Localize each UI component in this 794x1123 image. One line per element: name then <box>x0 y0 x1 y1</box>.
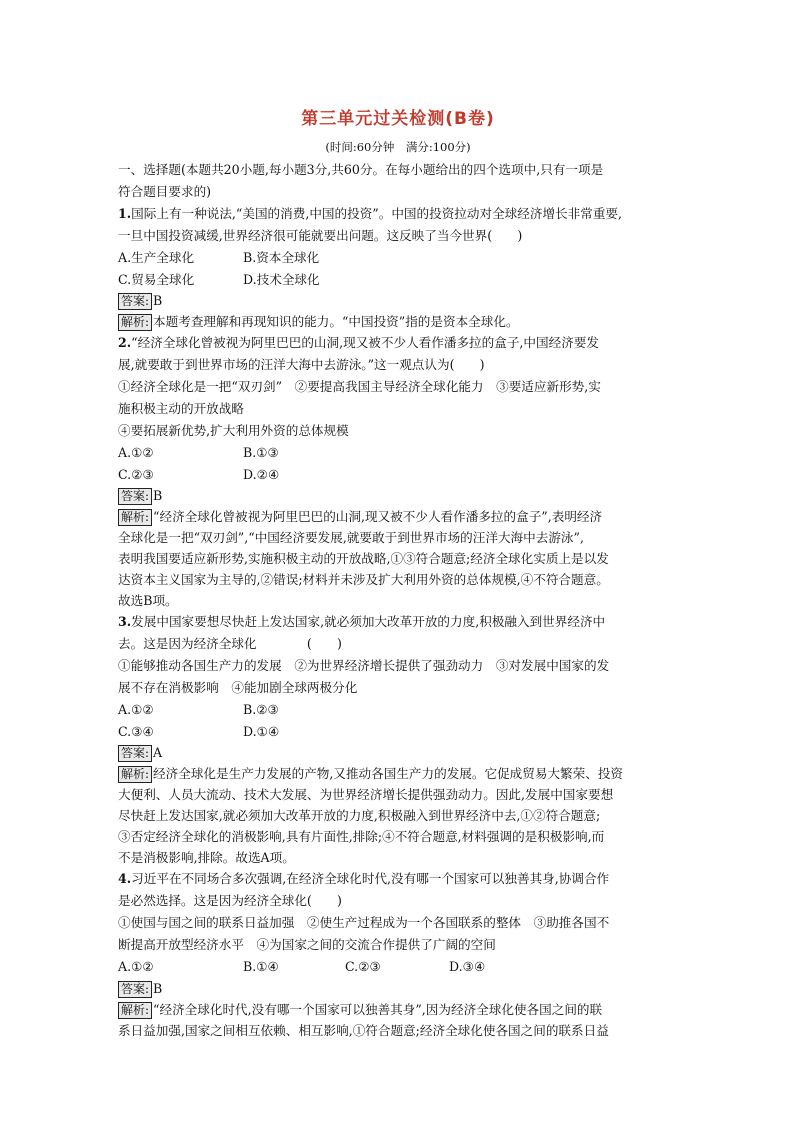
analysis-text: 表明我国要适应新形势,实施积极主动的开放战略,①③符合题意;经济全球化实质上是以发 <box>118 551 609 566</box>
analysis-text: 达资本主义国家为主导的,②错误;材料并未涉及扩大利用外资的总体规模,④不符合题意。 <box>118 572 609 587</box>
analysis-text: “经济全球化曾被视为阿里巴巴的山洞,现又被不少人看作潘多拉的盒子”,表明经济 <box>153 509 603 524</box>
statement-line: 断提高开放型经济水平 ④为国家之间的交流合作提供了广阔的空间 <box>118 937 496 952</box>
option-b: B.②③ <box>243 702 279 717</box>
option-b: B.①④ <box>243 959 279 974</box>
question-stem: “经济全球化曾被视为阿里巴巴的山洞,现又被不少人看作潘多拉的盒子,中国经济要发 <box>131 335 599 350</box>
statement-line: ④要拓展新优势,扩大利用外资的总体规模 <box>118 423 349 438</box>
option-d: D.技术全球化 <box>243 271 320 287</box>
option-d: D.③④ <box>449 959 486 974</box>
option-a: A.①② <box>118 959 154 974</box>
options-row <box>118 247 678 269</box>
options-row <box>118 464 678 486</box>
question-stem-cont: 是必然选择。这是因为经济全球化( ) <box>118 893 342 908</box>
statement-line: ①能够推动各国生产力的发展 ②为世界经济增长提供了强劲动力 ③对发展中国家的发 <box>118 658 610 673</box>
option-a: A.①② <box>118 702 154 717</box>
answer-tag: 答案: <box>118 293 152 310</box>
question-number: 1. <box>118 206 132 221</box>
option-c: C.②③ <box>345 959 381 974</box>
option-c: C.②③ <box>118 466 154 482</box>
analysis-line <box>118 311 678 332</box>
question-stem-cont: 一旦中国投资减缓,世界经济很可能就要出问题。这反映了当今世界( ) <box>118 228 523 243</box>
answer-line <box>118 290 678 311</box>
answer-tag: 答案: <box>118 488 152 505</box>
answer-tag: 答案: <box>118 981 152 998</box>
answer-line <box>118 978 678 999</box>
analysis-text: 大便利、人员大流动、技术大发展、为世界经济增长提供强劲动力。因此,发展中国家要想 <box>118 787 614 802</box>
page-title: 第三单元过关检测(B卷) <box>301 109 495 129</box>
option-c: C.贸易全球化 <box>118 271 195 287</box>
analysis-text: 全球化是一把“双刃剑”,“中国经济要发展,就要敢于到世界市场的汪洋大海中去游泳”, <box>118 530 584 545</box>
analysis-line <box>118 506 678 527</box>
question-4 <box>118 868 678 1041</box>
analysis-text: 经济全球化是生产力发展的产物,又推动各国生产力的发展。它促成贸易大繁荣、投资 <box>153 766 624 781</box>
statement-line: 展不存在消极影响 ④能加剧全球两极分化 <box>118 680 358 695</box>
page-subtitle: (时间:60分钟 满分:100分) <box>325 140 471 154</box>
question-stem: 国际上有一种说法,“美国的消费,中国的投资”。中国的投资拉动对全球经济增长非常重要, <box>131 206 623 221</box>
answer-tag: 答案: <box>118 745 152 762</box>
question-3 <box>118 611 678 868</box>
answer-value: A <box>153 745 163 760</box>
analysis-text: 系日益加强,国家之间相互依赖、相互影响,①符合题意;经济全球化使各国之间的联系日益 <box>118 1022 609 1038</box>
analysis-text: 故选B项。 <box>118 593 178 608</box>
analysis-line <box>118 999 678 1020</box>
answer-line <box>118 742 678 763</box>
question-number: 2. <box>118 335 132 350</box>
question-number: 3. <box>118 614 132 629</box>
analysis-tag: 解析: <box>118 766 152 783</box>
section-header: 一、选择题(本题共20小题,每小题3分,共60分。在每小题给出的四个选项中,只有一项是 <box>118 162 604 177</box>
answer-value: B <box>153 293 163 308</box>
option-d: D.①④ <box>243 723 280 739</box>
analysis-tag: 解析: <box>118 1002 152 1019</box>
option-d: D.②④ <box>243 466 280 482</box>
question-stem-cont: 去。这是因为经济全球化 ( ) <box>118 636 342 651</box>
analysis-text: 本题考查理解和再现知识的能力。“中国投资”指的是资本全球化。 <box>153 314 519 329</box>
analysis-tag: 解析: <box>118 314 152 331</box>
question-stem: 习近平在不同场合多次强调,在经济全球化时代,没有哪一个国家可以独善其身,协调合作 <box>131 871 610 886</box>
question-stem-cont: 展,就要敢于到世界市场的汪洋大海中去游泳。”这一观点认为( ) <box>118 357 485 372</box>
options-row <box>118 721 678 743</box>
options-row <box>118 442 678 464</box>
option-a: A.①② <box>118 445 154 460</box>
option-b: B.资本全球化 <box>243 250 320 265</box>
question-stem: 发展中国家要想尽快赶上发达国家,就必须加大改革开放的力度,积极融入到世界经济中 <box>131 614 606 629</box>
analysis-text: ③否定经济全球化的消极影响,具有片面性,排除;④不符合题意,材料强调的是积极影响,而 <box>118 829 605 844</box>
answer-value: B <box>153 980 163 996</box>
analysis-line <box>118 763 678 784</box>
analysis-text: “经济全球化时代,没有哪一个国家可以独善其身”,因为经济全球化使各国之间的联 <box>153 1001 603 1017</box>
answer-line <box>118 485 678 506</box>
statement-line: ①经济全球化是一把“双刃剑” ②要提高我国主导经济全球化能力 ③要适应新形势,实 <box>118 379 601 394</box>
options-row <box>118 699 678 721</box>
analysis-text: 不是消极影响,排除。故选A项。 <box>118 850 295 865</box>
analysis-tag: 解析: <box>118 509 152 526</box>
statement-line: ①使国与国之间的联系日益加强 ②使生产过程成为一个各国联系的整体 ③助推各国不 <box>118 915 610 930</box>
option-b: B.①③ <box>243 445 279 460</box>
options-row <box>118 269 678 291</box>
question-1 <box>118 203 678 332</box>
exam-page <box>118 104 678 1041</box>
analysis-text: 尽快赶上发达国家,就必须加大改革开放的力度,积极融入到世界经济中去,①②符合题意; <box>118 808 601 823</box>
answer-value: B <box>153 488 163 503</box>
option-a: A.生产全球化 <box>118 250 195 265</box>
question-number: 4. <box>118 871 132 886</box>
options-row <box>118 956 678 978</box>
section-header-cont: 符合题目要求的) <box>118 184 212 199</box>
statement-line: 施积极主动的开放战略 <box>118 401 244 416</box>
option-c: C.③④ <box>118 723 154 739</box>
question-2 <box>118 332 678 611</box>
